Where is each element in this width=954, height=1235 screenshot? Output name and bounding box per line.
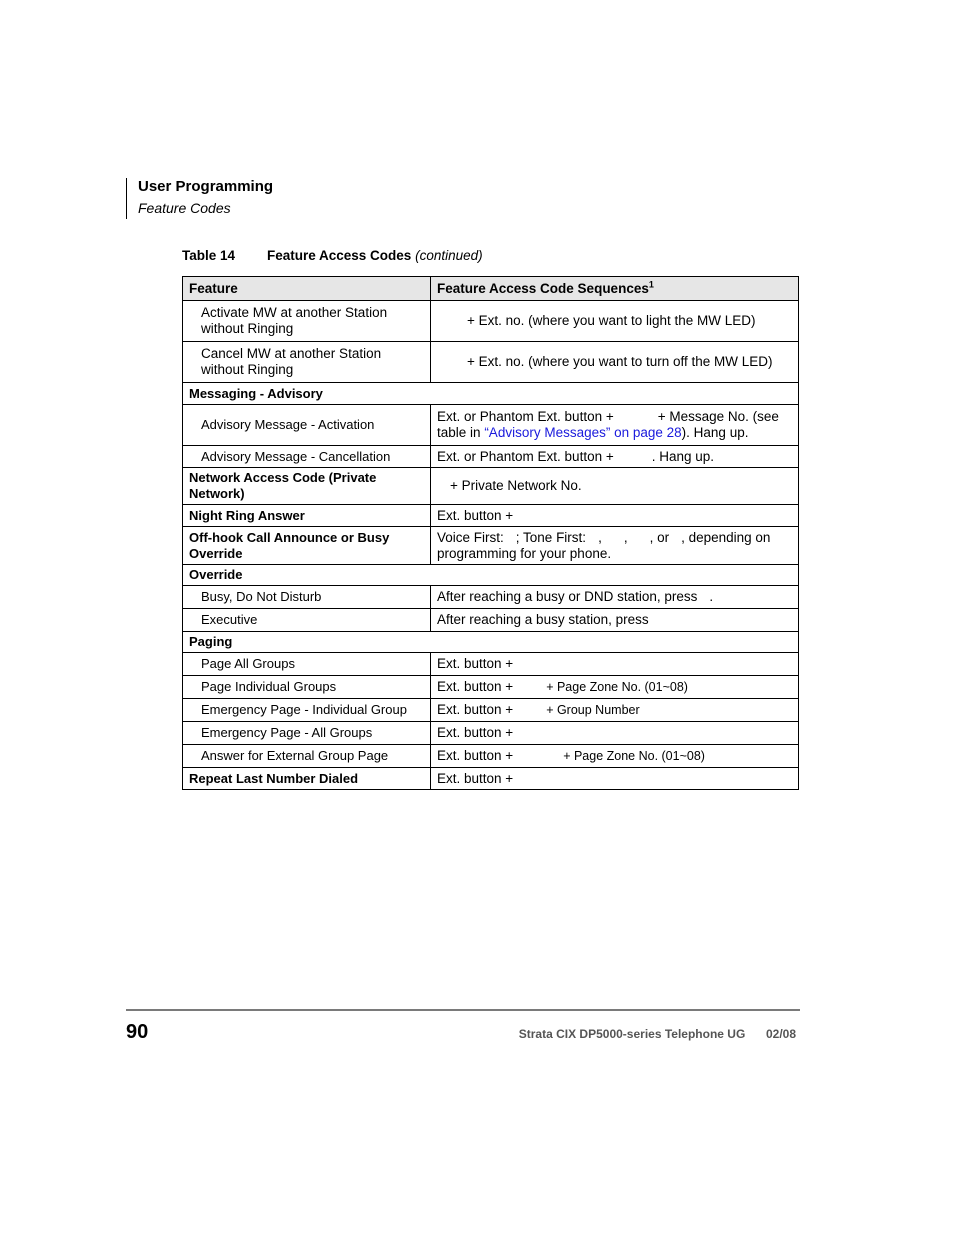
- sequence-cell: + Ext. no. (where you want to light the MW LED): [431, 301, 799, 342]
- feature-cell: Night Ring Answer: [183, 505, 431, 527]
- table-row: [183, 342, 799, 383]
- sequence-text: .: [709, 589, 714, 604]
- feature-cell: Executive: [183, 609, 431, 632]
- group-row: [183, 383, 799, 405]
- footer-doc-title: Strata CIX DP5000-series Telephone UG: [518, 1027, 746, 1041]
- table-continued: (continued): [415, 248, 483, 263]
- feature-cell: Answer for External Group Page: [183, 745, 431, 768]
- sequence-text: Ext. or Phantom Ext. button +: [437, 409, 614, 424]
- sequence-cell: Ext. button +: [431, 722, 799, 745]
- sequence-text: Ext. button +: [437, 679, 514, 694]
- footer-rule: [126, 1009, 800, 1011]
- feature-cell: Emergency Page - All Groups: [183, 722, 431, 745]
- sequence-cell: Ext. button +: [431, 653, 799, 676]
- table-row: [183, 768, 799, 790]
- table-row: [183, 699, 799, 722]
- table-row: [183, 468, 799, 505]
- feature-cell: Busy, Do Not Disturb: [183, 586, 431, 609]
- table-row: [183, 676, 799, 699]
- table-row: [183, 609, 799, 632]
- sequence-cell: [431, 527, 799, 565]
- sequence-text: , or: [649, 529, 670, 545]
- sequence-text: + Message No. (see table in: [437, 409, 779, 440]
- sequence-cell: [431, 676, 799, 699]
- page-number: 90: [126, 1021, 149, 1043]
- group-heading: Messaging - Advisory: [183, 383, 799, 405]
- table-number: Table 14: [182, 248, 236, 263]
- feature-access-codes-table: [182, 276, 799, 790]
- sequence-cell: [431, 405, 799, 446]
- feature-cell: Repeat Last Number Dialed: [183, 768, 431, 790]
- table-row: [183, 745, 799, 768]
- sequence-text: + Page Zone No. (01~08): [546, 680, 688, 694]
- sequence-text: Ext. button +: [437, 748, 514, 763]
- advisory-messages-link[interactable]: “Advisory Messages” on page 28: [484, 425, 682, 440]
- sequences-header-text: Feature Access Code Sequences: [437, 280, 649, 296]
- sequence-cell: Ext. button +: [431, 505, 799, 527]
- sequence-text: ,: [623, 529, 628, 545]
- sequence-cell: [431, 699, 799, 722]
- sequence-text: ; Tone First:: [515, 529, 587, 545]
- table-row: [183, 653, 799, 676]
- table-name: Feature Access Codes: [267, 248, 412, 263]
- table-row: [183, 527, 799, 565]
- group-heading: Override: [183, 565, 799, 586]
- sequence-cell: + Private Network No.: [431, 468, 799, 505]
- sequence-text: Ext. button +: [437, 702, 514, 717]
- sequence-text: ,: [598, 529, 602, 545]
- sequence-text: + Group Number: [546, 703, 640, 717]
- sequence-cell: + Ext. no. (where you want to turn off the MW LED): [431, 342, 799, 383]
- table-row: [183, 446, 799, 468]
- sequence-text: + Page Zone No. (01~08): [563, 749, 705, 763]
- column-header-sequences: [431, 277, 799, 301]
- table-header-row: [183, 277, 799, 301]
- section-title: User Programming: [138, 178, 274, 195]
- sequence-cell: After reaching a busy station, press: [431, 609, 799, 632]
- feature-cell: Network Access Code (Private Network): [183, 468, 431, 505]
- table-row: [183, 586, 799, 609]
- feature-cell: Page Individual Groups: [183, 676, 431, 699]
- group-row: [183, 565, 799, 586]
- feature-cell: Advisory Message - Activation: [183, 405, 431, 446]
- sequence-text: After reaching a busy or DND station, press: [437, 589, 698, 604]
- sequence-cell: [431, 446, 799, 468]
- sequence-cell: [431, 745, 799, 768]
- sequence-cell: Ext. button +: [431, 768, 799, 790]
- table-row: [183, 505, 799, 527]
- group-row: [183, 632, 799, 653]
- table-caption: [182, 248, 483, 263]
- feature-cell: Activate MW at another Station without Ringing: [183, 301, 431, 342]
- table-row: [183, 722, 799, 745]
- footnote-marker: 1: [648, 279, 654, 289]
- table-row: [183, 405, 799, 446]
- table-row: [183, 301, 799, 342]
- sequence-text: , depending on programming for your phone.: [437, 529, 771, 561]
- feature-cell: Emergency Page - Individual Group: [183, 699, 431, 722]
- section-subtitle: Feature Codes: [138, 200, 231, 216]
- sequence-cell: [431, 586, 799, 609]
- header-rule: [126, 178, 127, 219]
- feature-cell: Cancel MW at another Station without Ringing: [183, 342, 431, 383]
- sequence-text: Voice First:: [437, 529, 504, 545]
- feature-cell: Off-hook Call Announce or Busy Override: [183, 527, 431, 565]
- group-heading: Paging: [183, 632, 799, 653]
- column-header-feature: Feature: [183, 277, 431, 301]
- feature-cell: Page All Groups: [183, 653, 431, 676]
- footer-date: 02/08: [765, 1027, 796, 1041]
- feature-cell: Advisory Message - Cancellation: [183, 446, 431, 468]
- sequence-text: . Hang up.: [651, 448, 715, 464]
- sequence-text: ). Hang up.: [681, 425, 749, 440]
- sequence-text: Ext. or Phantom Ext. button +: [437, 448, 614, 464]
- footer-doc-info: [519, 1027, 796, 1041]
